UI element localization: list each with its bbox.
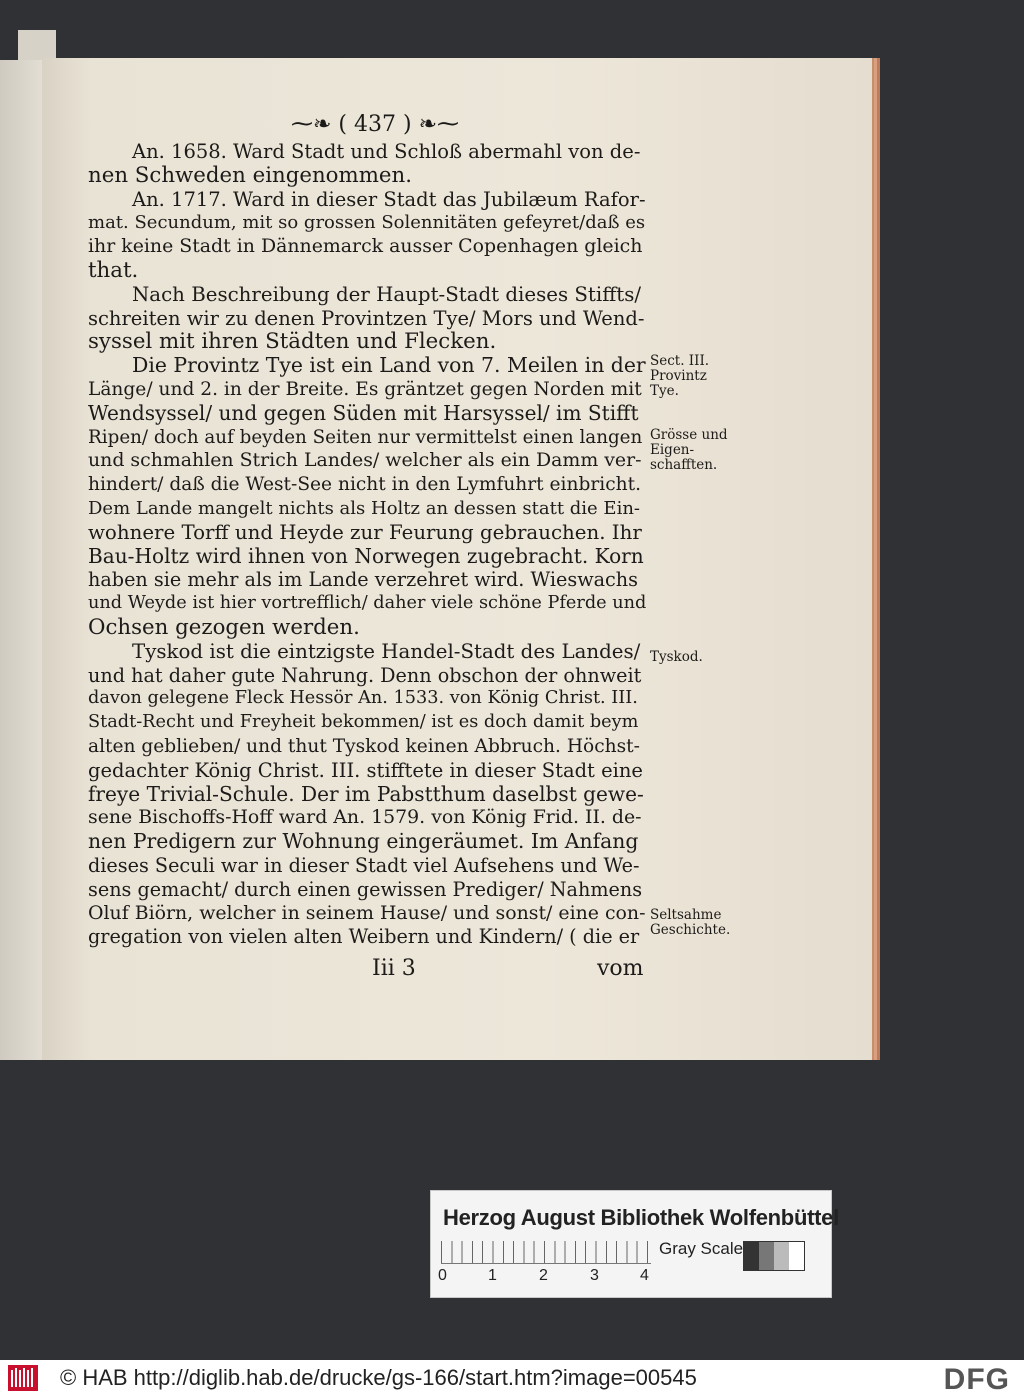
text-line: An. 1717. Ward in dieser Stadt das Jubilæum Rafor- [132, 187, 646, 211]
dfg-logo: DFG [943, 1363, 1010, 1396]
text-line: Bau-Holtz wird ihnen von Norwegen zugebracht. Korn [88, 544, 644, 568]
gray-scale-swatch [743, 1241, 805, 1271]
text-line: wohnere Torff und Heyde zur Feurung gebrauchen. Ihr [88, 520, 642, 544]
text-line: davon gelegene Fleck Hessör An. 1533. von König Christ. III. [88, 688, 638, 709]
ruler-number: 4 [640, 1267, 649, 1284]
text-line: Stadt-Recht und Freyheit bekommen/ ist es doch damit beym [88, 712, 639, 733]
text-line: nen Schweden eingenommen. [88, 163, 412, 188]
margin-note-line: Provintz [650, 368, 707, 384]
gray-scale-label: Gray Scale [659, 1239, 744, 1258]
margin-note-line: schafften. [650, 457, 718, 473]
color-target-card [430, 1190, 839, 1298]
catchword: vom [597, 956, 644, 981]
text-line: sene Bischoffs-Hoff ward An. 1579. von König Frid. II. de- [88, 806, 642, 829]
margin-note-line: Eigen- [650, 442, 695, 458]
text-line: Tyskod ist die eintzigste Handel-Stadt des Landes/ [132, 639, 641, 663]
page-header: ⁓❧ ( 437 ) ❧⁓ [291, 112, 459, 137]
margin-note-line: Tye. [650, 383, 679, 399]
text-line: und schmahlen Strich Landes/ welcher als ein Damm ver- [88, 449, 642, 472]
body-text [88, 140, 646, 949]
text-line: und hat daher gute Nahrung. Denn obschon der ohnweit [88, 663, 642, 687]
signature-mark: Iii 3 [372, 956, 416, 981]
margin-note-line: Sect. III. [650, 353, 710, 369]
ruler-number: 2 [539, 1267, 548, 1284]
text-line: freye Trivial-Schule. Der im Pabstthum daselbst gewe- [88, 782, 644, 806]
text-line: gedachter König Christ. III. stifftete in dieser Stadt eine [88, 758, 643, 782]
text-line: Länge/ und 2. in der Breite. Es gräntzet gegen Norden mit [88, 378, 642, 400]
footer-bar [0, 1360, 1024, 1397]
margin-note-tyskod [650, 650, 730, 665]
hab-logo-icon [8, 1365, 38, 1391]
margin-note-sect [650, 354, 730, 399]
left-page-edge [0, 60, 43, 1060]
text-line: Ripen/ doch auf beyden Seiten nur vermittelst einen langen [88, 426, 643, 448]
margin-note-line: Geschichte. [650, 922, 731, 938]
margin-note-groesse [650, 428, 730, 473]
ruler-number: 1 [488, 1267, 497, 1284]
text-line: ihr keine Stadt in Dännemarck ausser Copenhagen gleich [88, 235, 643, 258]
text-line: sens gemacht/ durch einen gewissen Prediger/ Nahmens [88, 877, 643, 901]
text-line: Die Provintz Tye ist ein Land von 7. Meilen in der [132, 354, 646, 378]
text-line: hindert/ daß die West-See nicht in den Lymfuhrt einbricht. [88, 474, 641, 496]
text-line: haben sie mehr als im Lande verzehret wird. Wieswachs [88, 568, 639, 592]
text-line: gregation von vielen alten Weibern und Kindern/ ( die er [88, 925, 640, 949]
text-line: nen Predigern zur Wohnung eingeräumet. Im Anfang [88, 830, 639, 854]
text-line: syssel mit ihren Städten und Flecken. [88, 330, 497, 355]
text-line: Oluf Biörn, welcher in seinem Hause/ und sonst/ eine con- [88, 901, 646, 924]
permalink-link[interactable]: © HAB http://diglib.hab.de/drucke/gs-166/start.htm?image=00545 [60, 1365, 697, 1390]
text-line: schreiten wir zu denen Provintzen Tye/ Mors und Wend- [88, 306, 645, 330]
text-line: Ochsen gezogen werden. [88, 615, 360, 640]
text-line: Dem Lande mangelt nichts als Holtz an dessen statt die Ein- [88, 497, 640, 519]
margin-note-geschichte [650, 908, 730, 938]
ruler-number: 0 [438, 1267, 447, 1284]
scale-ruler [441, 1241, 651, 1264]
margin-note-line: Seltsahme [650, 907, 722, 923]
text-line: und Weyde ist hier vortrefflich/ daher viele schöne Pferde und [88, 593, 646, 614]
text-line: An. 1658. Ward Stadt und Schloß abermahl von de- [132, 140, 641, 163]
text-line: mat. Secundum, mit so grossen Solennitäten gefeyret/daß es [88, 212, 646, 234]
text-line: alten geblieben/ und thut Tyskod keinen Abbruch. Höchst- [88, 735, 640, 757]
text-line: Nach Beschreibung der Haupt-Stadt dieses Stiffts/ [132, 282, 642, 306]
margin-note-line: Grösse und [650, 427, 728, 443]
text-line: that. [88, 258, 139, 283]
library-name: Herzog August Bibliothek Wolfenbüttel [443, 1205, 839, 1230]
text-line: dieses Seculi war in dieser Stadt viel Aufsehens und We- [88, 853, 640, 877]
margin-note-line: Tyskod. [650, 649, 703, 665]
ruler-number: 3 [590, 1267, 599, 1284]
text-line: Wendsyssel/ und gegen Süden mit Harsyssel/ im Stifft [88, 401, 639, 425]
